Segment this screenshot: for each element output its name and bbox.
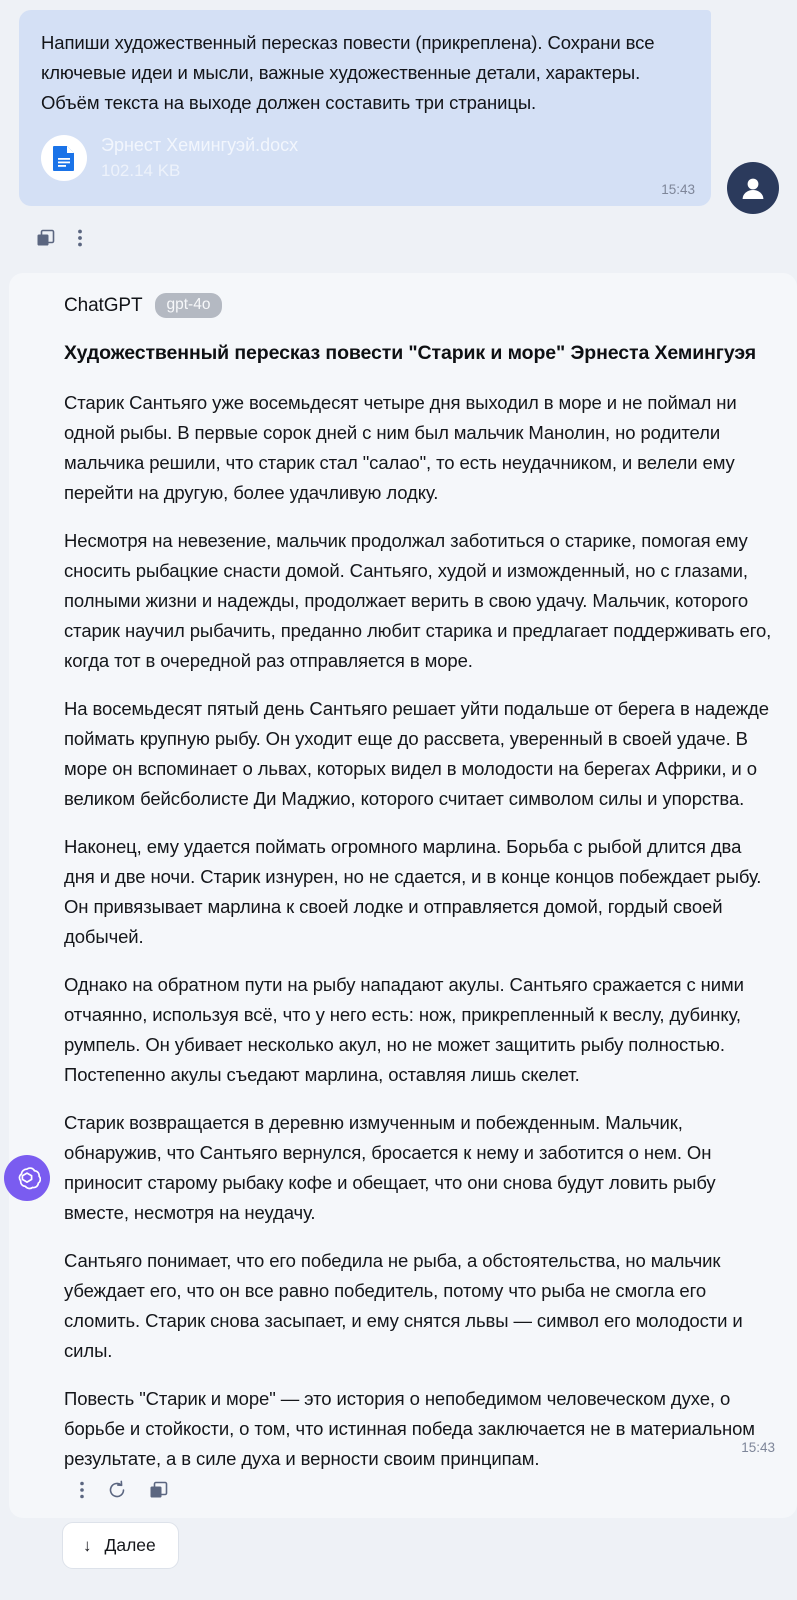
user-message-actions xyxy=(36,228,83,248)
user-message-bubble xyxy=(19,10,711,206)
user-message-row xyxy=(19,10,779,206)
file-name: Эрнест Хемингуэй.docx xyxy=(101,135,299,155)
assistant-message-card xyxy=(9,273,797,1518)
answer-paragraph: Однако на обратном пути на рыбу нападают акулы. Сантьяго сражается с ними отчаянно, используя всё, что у него есть: нож, прикрепленный к веслу, дубинку, румпель. Он убивает несколько акул, но не может защитить рыбу полностью. Постепенно акулы съедают марлина, оставляя лишь скелет. xyxy=(64,974,744,1085)
regenerate-icon[interactable] xyxy=(107,1480,127,1500)
assistant-name: ChatGPT xyxy=(64,294,143,316)
continue-button[interactable] xyxy=(62,1522,179,1569)
answer-paragraph: Несмотря на невезение, мальчик продолжал заботиться о старике, помогая ему сносить рыбацкие снасти домой. Сантьяго, худой и изможденный, но с глазами, полными жизни и надежды, продолжает верить в свою удачу. Мальчик, которого старик научил рыбачить, преданно любит старика и предлагает поддерживать его, когда тот в очередной раз отправляется в море. xyxy=(64,530,772,671)
answer-paragraph: Старик возвращается в деревню измученным и побежденным. Мальчик, обнаружив, что Сантьяго вернулся, бросается к нему и заботится о нем. Он приносит старому рыбаку кофе и обещает, что они снова будут ловить рыбу вместе, несмотря на неудачу. xyxy=(64,1112,716,1223)
copy-icon[interactable] xyxy=(36,229,55,248)
user-message-text: Напиши художественный пересказ повести (прикреплена). Сохрани все ключевые идеи и мысли, важные художественные детали, характеры. Объём текста на выходе должен составить три страницы. xyxy=(41,32,655,113)
answer-paragraph: Наконец, ему удается поймать огромного марлина. Борьба с рыбой длится два дня и две ночи. Старик изнурен, но не сдается, и в конце концов побеждает рыбу. Он привязывает марлина к своей лодке и отправляется домой, гордый своей добычей. xyxy=(64,836,762,947)
answer-paragraph: Сантьяго понимает, что его победила не рыба, а обстоятельства, но мальчик убеждает его, что он все равно победитель, потому что рыба не смогла его сломить. Старик снова засыпает, и ему снятся львы — символ его молодости и силы. xyxy=(64,1250,743,1361)
answer-paragraph: Старик Сантьяго уже восемьдесят четыре дня выходил в море и не поймал ни одной рыбы. В первые сорок дней с ним был мальчик Манолин, но родители мальчика решили, что старик стал "салао", то есть неудачником, и велели ему перейти на другую, более удачливую лодку. xyxy=(64,392,737,503)
openai-logo-icon xyxy=(4,1155,50,1201)
file-meta xyxy=(101,134,298,182)
model-badge: gpt-4o xyxy=(155,293,223,318)
assistant-header xyxy=(64,293,773,318)
continue-button-label: Далее xyxy=(104,1535,156,1555)
file-size: 102.14 KB xyxy=(101,161,181,180)
user-message-timestamp: 15:43 xyxy=(661,182,695,197)
assistant-message-timestamp: 15:43 xyxy=(741,1440,775,1455)
arrow-down-icon: ↓ xyxy=(83,1536,92,1555)
answer-paragraph: Повесть "Старик и море" — это история о непобедимом человеческом духе, о борьбе и стойкости, о том, что истинная победа заключается не в материальном результате, а в силе духа и верности своим принципам. xyxy=(64,1388,755,1469)
copy-icon[interactable] xyxy=(149,1481,168,1500)
answer-paragraph: На восемьдесят пятый день Сантьяго решает уйти подальше от берега в надежде поймать крупную рыбу. Он уходит еще до рассвета, уверенный в своей удаче. В море он вспоминает о львах, которых видел в молодости на берегах Африки, и о великом бейсболисте Ди Маджио, которого считает символом силы и упорства. xyxy=(64,698,769,809)
document-icon xyxy=(41,135,87,181)
user-avatar-icon xyxy=(727,162,779,214)
assistant-message-actions xyxy=(79,1480,168,1500)
answer-title: Художественный пересказ повести "Старик и море" Эрнеста Хемингуэя xyxy=(64,342,757,364)
more-vertical-icon[interactable] xyxy=(77,228,83,248)
more-vertical-icon[interactable] xyxy=(79,1480,85,1500)
file-attachment[interactable] xyxy=(41,134,689,182)
